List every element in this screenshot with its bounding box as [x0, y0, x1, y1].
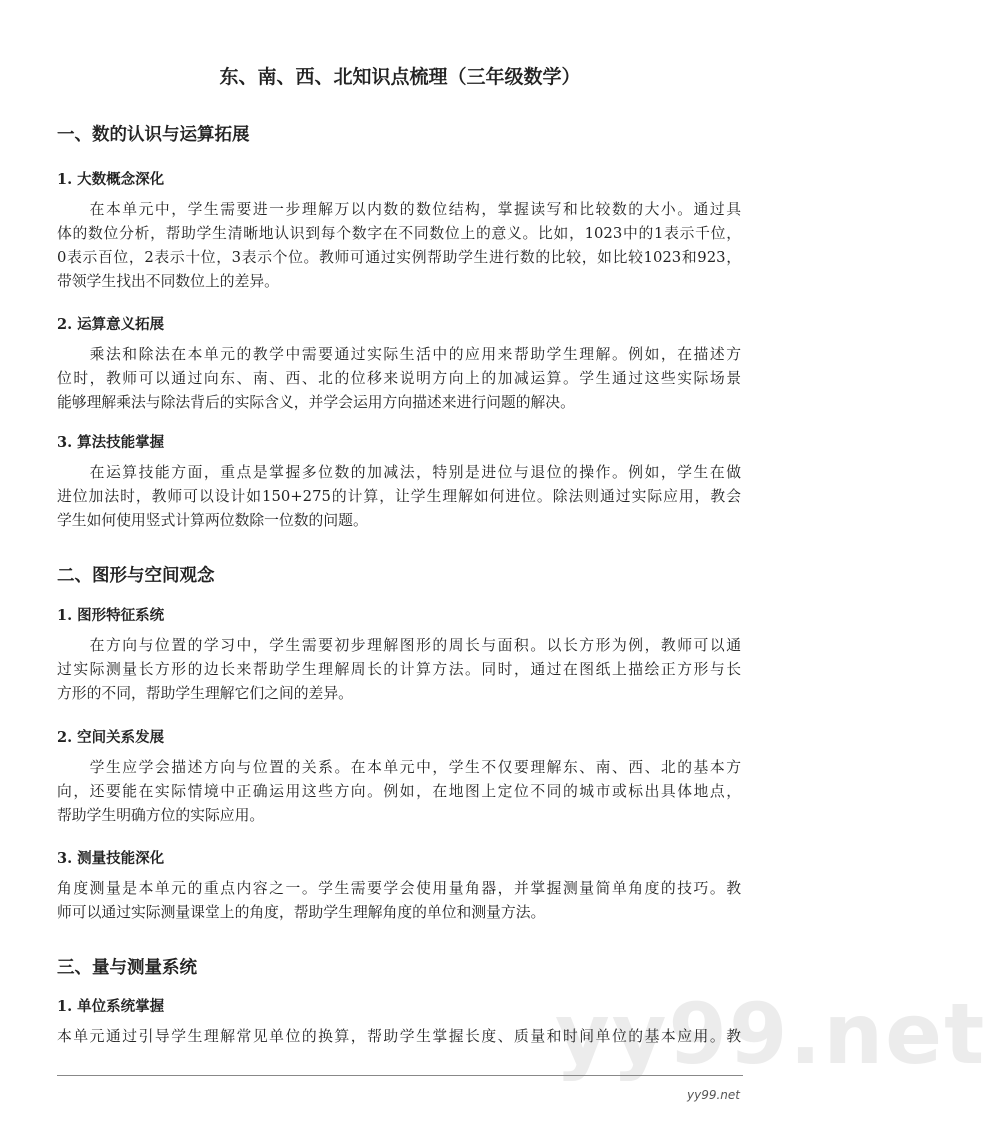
paragraph-line: 向，还要能在实际情境中正确运用这些方向。例如，在地图上定位不同的城市或标出具体地点， — [57, 783, 741, 800]
paragraph-line: 带领学生找出不同数位上的差异。 — [57, 273, 279, 290]
paragraph-line: 师可以通过实际测量课堂上的角度，帮助学生理解角度的单位和测量方法。 — [57, 904, 546, 921]
footer-text: yy99.net — [687, 1088, 740, 1102]
paragraph-line: 角度测量是本单元的重点内容之一。学生需要学会使用量角器，并掌握测量简单角度的技巧。教 — [57, 880, 741, 897]
paragraph-line: 位时，教师可以通过向东、南、西、北的位移来说明方向上的加减运算。学生通过这些实际场景 — [57, 370, 741, 387]
section-heading: 三、量与测量系统 — [57, 958, 197, 978]
section-heading: 一、数的认识与运算拓展 — [57, 125, 250, 145]
paragraph-line: 进位加法时，教师可以设计如150+275的计算，让学生理解如何进位。除法则通过实际应用，教会 — [57, 488, 741, 505]
subsection-heading: 1. 单位系统掌握 — [57, 998, 165, 1015]
paragraph-line: 乘法和除法在本单元的教学中需要通过实际生活中的应用来帮助学生理解。例如，在描述方 — [57, 346, 741, 363]
paragraph-line: 方形的不同，帮助学生理解它们之间的差异。 — [57, 685, 353, 702]
page-title: 东、南、西、北知识点梳理（三年级数学） — [219, 66, 581, 88]
section-heading: 二、图形与空间观念 — [57, 566, 215, 586]
subsection-heading: 3. 测量技能深化 — [57, 850, 165, 867]
footer-divider — [57, 1075, 743, 1076]
subsection-heading: 3. 算法技能掌握 — [57, 434, 165, 451]
paragraph-line: 帮助学生明确方位的实际应用。 — [57, 807, 265, 824]
paragraph-line: 学生如何使用竖式计算两位数除一位数的问题。 — [57, 512, 368, 529]
paragraph-line: 学生应学会描述方向与位置的关系。在本单元中，学生不仅要理解东、南、西、北的基本方 — [57, 759, 741, 776]
watermark: yy99.net — [555, 985, 986, 1083]
paragraph-line: 体的数位分析，帮助学生清晰地认识到每个数字在不同数位上的意义。比如，1023中的1表示千位， — [57, 225, 741, 242]
subsection-heading: 2. 空间关系发展 — [57, 729, 165, 746]
paragraph-line: 在本单元中，学生需要进一步理解万以内数的数位结构，掌握读写和比较数的大小。通过具 — [57, 201, 741, 218]
subsection-heading: 1. 大数概念深化 — [57, 171, 165, 188]
paragraph-line: 在运算技能方面，重点是掌握多位数的加减法，特别是进位与退位的操作。例如，学生在做 — [57, 464, 741, 481]
paragraph-line: 能够理解乘法与除法背后的实际含义，并学会运用方向描述来进行问题的解决。 — [57, 394, 575, 411]
paragraph-line: 本单元通过引导学生理解常见单位的换算，帮助学生掌握长度、质量和时间单位的基本应用。教 — [57, 1028, 741, 1045]
paragraph-line: 过实际测量长方形的边长来帮助学生理解周长的计算方法。同时，通过在图纸上描绘正方形与长 — [57, 661, 741, 678]
paragraph-line: 0表示百位，2表示十位，3表示个位。教师可通过实例帮助学生进行数的比较，如比较1023和923， — [57, 249, 741, 266]
subsection-heading: 2. 运算意义拓展 — [57, 316, 165, 333]
paragraph-line: 在方向与位置的学习中，学生需要初步理解图形的周长与面积。以长方形为例，教师可以通 — [57, 637, 741, 654]
subsection-heading: 1. 图形特征系统 — [57, 607, 165, 624]
